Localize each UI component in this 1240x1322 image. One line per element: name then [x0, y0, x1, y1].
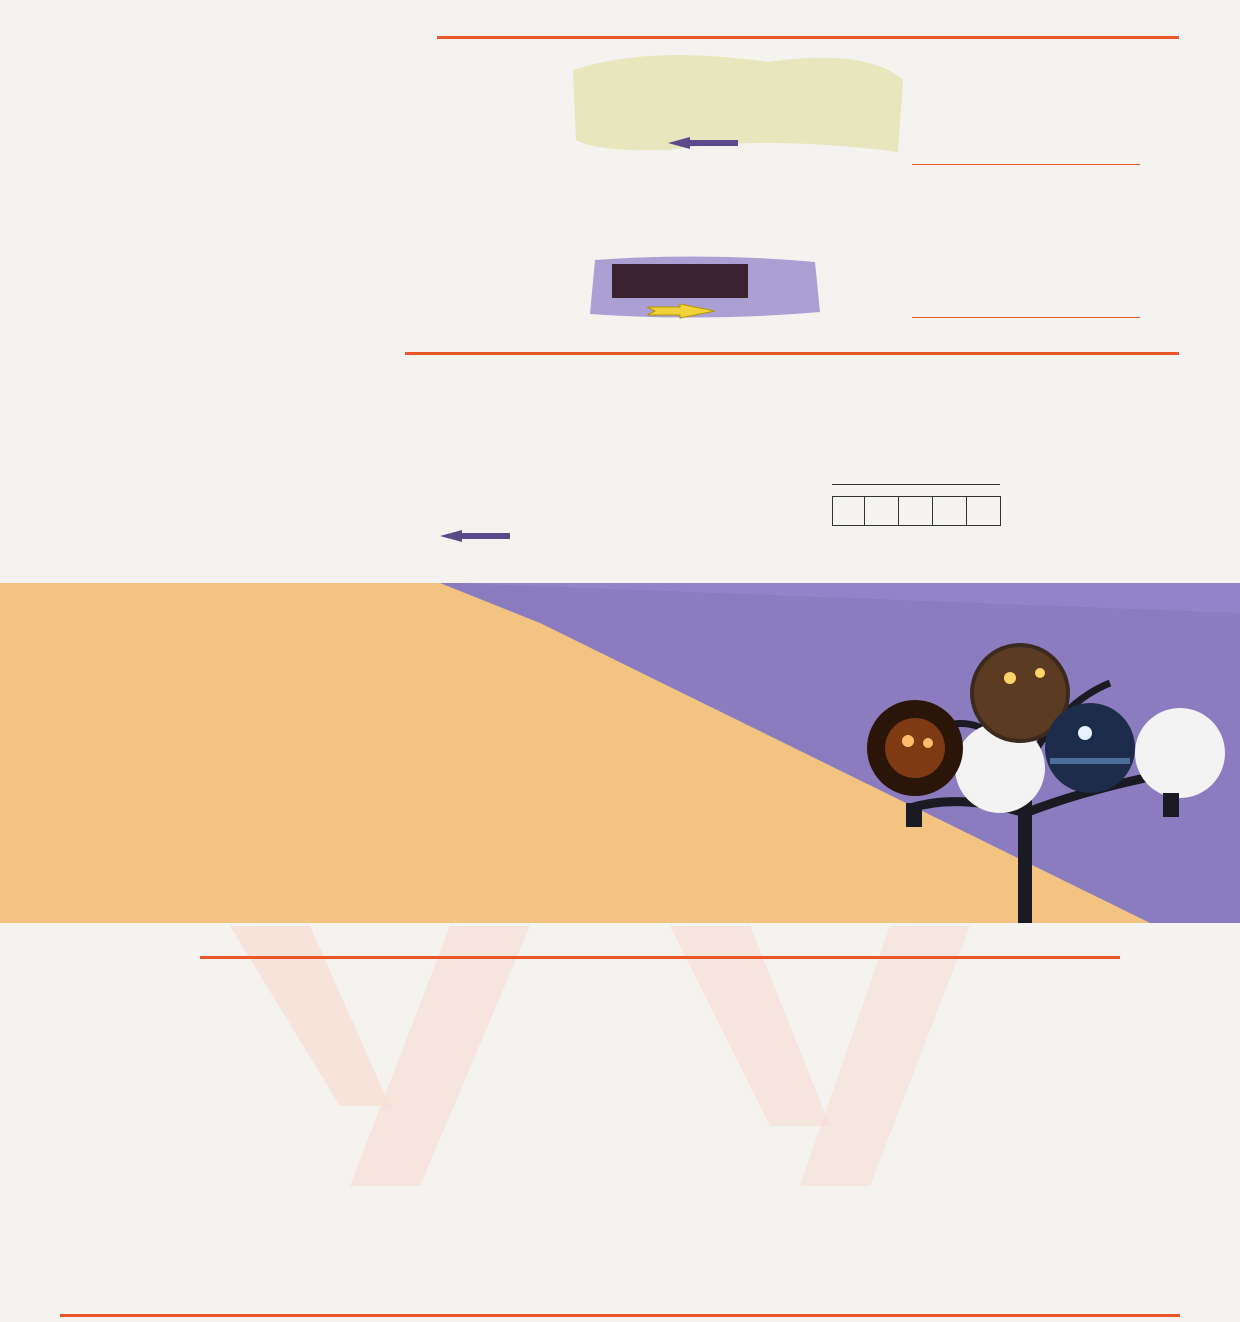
- cyclometric-illustration: [585, 252, 825, 332]
- iluminacao-banner: [0, 583, 1240, 923]
- pointer-meter-illustration: [568, 40, 908, 160]
- blank-dials: [230, 425, 730, 550]
- bottom-rule: [60, 1314, 1180, 1317]
- watermark-x-shapes: [190, 926, 1090, 1322]
- reading-box[interactable]: [832, 496, 865, 526]
- section1-rule: [437, 36, 1179, 39]
- reading-boxes: [832, 496, 1001, 526]
- calc1-rule: [912, 164, 1140, 165]
- section2-rule: [405, 352, 1179, 355]
- date-underline: [832, 484, 1000, 485]
- reading-box[interactable]: [933, 496, 967, 526]
- reading-box[interactable]: [967, 496, 1001, 526]
- reading-box[interactable]: [899, 496, 933, 526]
- calc2-rule: [912, 317, 1140, 318]
- purple-band: [0, 583, 1240, 923]
- reading-box[interactable]: [865, 496, 899, 526]
- section4-rule: [200, 956, 1120, 959]
